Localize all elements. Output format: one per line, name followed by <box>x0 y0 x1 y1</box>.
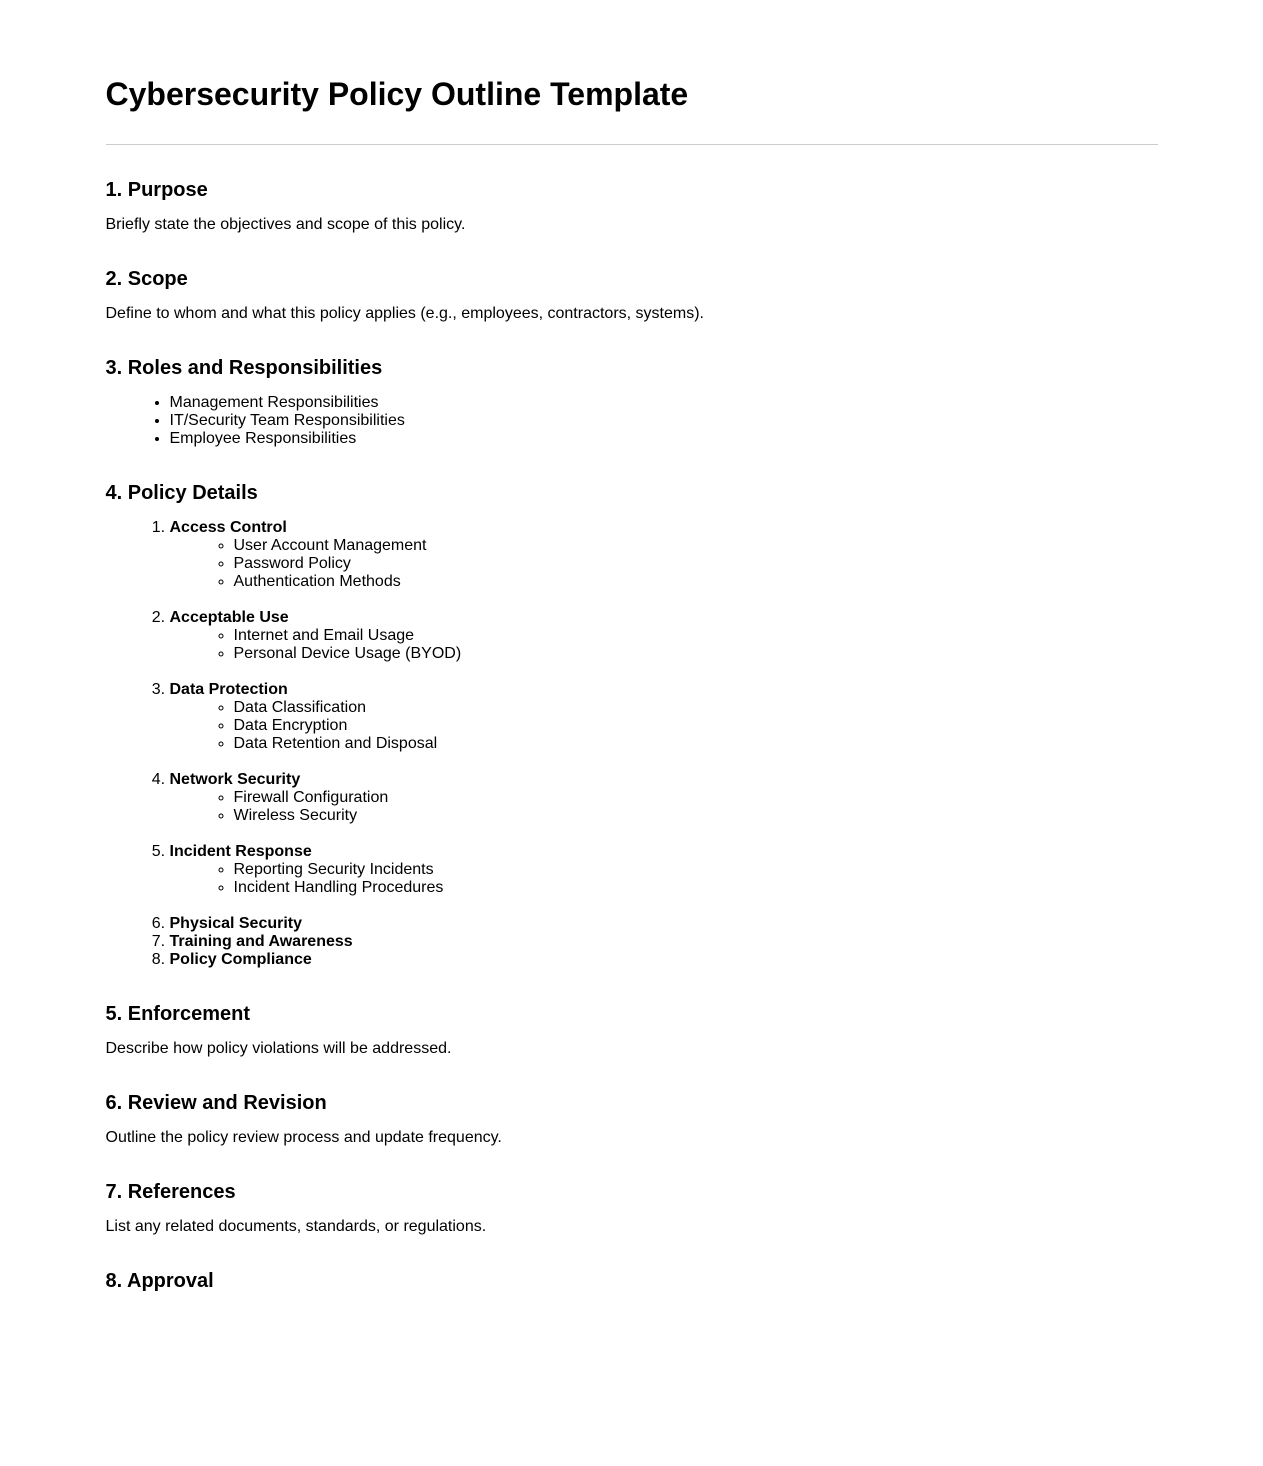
sub-item: ◦ Internet and Email Usage <box>234 627 1158 645</box>
item-label: Physical Security <box>169 915 303 932</box>
sub-list <box>170 627 1158 663</box>
section-heading: 6. Review and Revision <box>105 1092 327 1114</box>
section-text: List any related documents, standards, or regulations. <box>105 1218 487 1235</box>
item-label: Policy Compliance <box>169 951 312 968</box>
item-label: Network Security <box>169 771 301 788</box>
sub-list <box>170 861 1158 897</box>
sub-list <box>170 699 1158 753</box>
sub-item: ◦ Incident Handling Procedures <box>234 879 1158 897</box>
item-label: Data Protection <box>169 681 288 698</box>
sub-item: ◦ Authentication Methods <box>234 573 1158 591</box>
section-references <box>106 1181 1158 1236</box>
section-text: Define to whom and what this policy applies (e.g., employees, contractors, systems). <box>105 305 704 322</box>
section-heading: 4. Policy Details <box>105 482 258 504</box>
item-label: Incident Response <box>169 843 312 860</box>
sub-item: ◦ User Account Management <box>234 537 1158 555</box>
section-policy-details <box>106 482 1158 969</box>
section-purpose <box>106 179 1158 234</box>
sub-list <box>170 789 1158 825</box>
page-title: Cybersecurity Policy Outline Template <box>105 76 689 112</box>
section-heading: 3. Roles and Responsibilities <box>105 357 383 379</box>
section-heading: 8. Approval <box>105 1270 214 1292</box>
list-item <box>170 933 1158 951</box>
sub-item: ◦ Firewall Configuration <box>234 789 1158 807</box>
section-roles <box>106 357 1158 448</box>
sub-item: ◦ Password Policy <box>234 555 1158 573</box>
list-item <box>170 843 1158 897</box>
list-item <box>170 915 1158 933</box>
sub-item: ◦ Data Retention and Disposal <box>234 735 1158 753</box>
sub-item: ◦ Wireless Security <box>234 807 1158 825</box>
sub-list <box>170 537 1158 591</box>
sub-item: ◦ Personal Device Usage (BYOD) <box>234 645 1158 663</box>
list-item <box>170 681 1158 753</box>
title-divider <box>106 144 1158 145</box>
list-item <box>170 771 1158 825</box>
sub-item: ◦ Data Classification <box>234 699 1158 717</box>
list-item <box>170 519 1158 591</box>
section-text: Describe how policy violations will be addressed. <box>105 1040 452 1057</box>
section-enforcement <box>106 1003 1158 1058</box>
list-item <box>170 609 1158 663</box>
section-approval <box>106 1270 1158 1292</box>
section-heading: 1. Purpose <box>105 179 208 201</box>
section-heading: 7. References <box>105 1181 236 1203</box>
roles-list <box>106 394 1158 448</box>
item-label: Acceptable Use <box>169 609 289 626</box>
sub-item: ◦ Data Encryption <box>234 717 1158 735</box>
list-item: • IT/Security Team Responsibilities <box>170 412 1158 430</box>
section-review <box>106 1092 1158 1147</box>
policy-details-list <box>106 519 1158 969</box>
item-label: Training and Awareness <box>169 933 353 950</box>
sub-item: ◦ Reporting Security Incidents <box>234 861 1158 879</box>
section-heading: 5. Enforcement <box>105 1003 250 1025</box>
list-item: • Employee Responsibilities <box>170 430 1158 448</box>
item-label: Access Control <box>169 519 287 536</box>
section-text: Briefly state the objectives and scope of this policy. <box>105 216 466 233</box>
list-item <box>170 951 1158 969</box>
list-item: • Management Responsibilities <box>170 394 1158 412</box>
section-text: Outline the policy review process and update frequency. <box>105 1129 502 1146</box>
document-page <box>106 0 1158 1292</box>
section-scope <box>106 268 1158 323</box>
section-heading: 2. Scope <box>105 268 188 290</box>
